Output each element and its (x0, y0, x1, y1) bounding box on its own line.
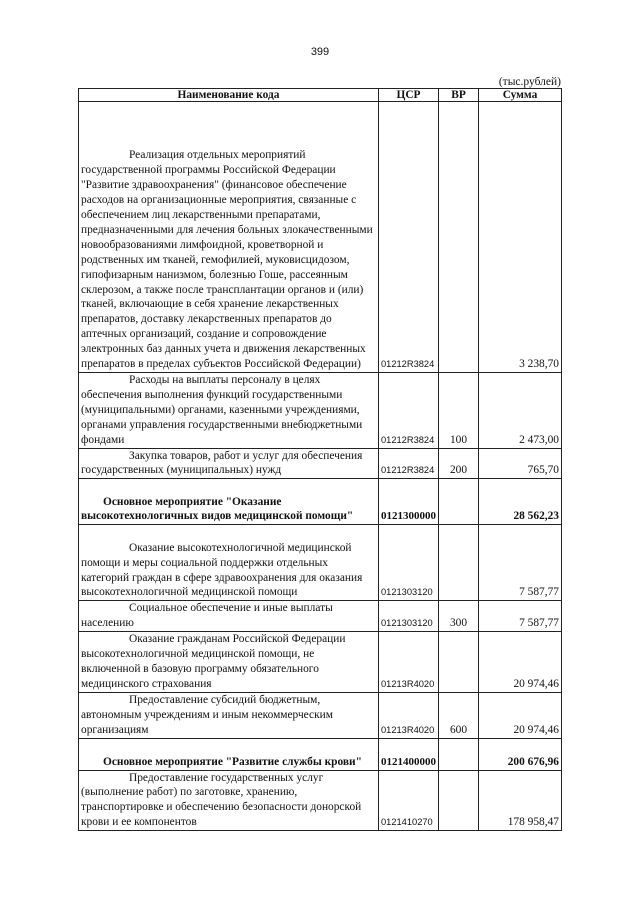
row-vr: 200 (439, 448, 479, 479)
row-sum: 3 238,70 (479, 102, 562, 373)
table-row (79, 632, 562, 693)
table-row (79, 601, 562, 632)
row-vr: 100 (439, 373, 479, 449)
row-vr (439, 738, 479, 770)
row-csr: 0121410270 (379, 770, 439, 831)
header-sum: Сумма (479, 89, 562, 102)
row-sum: 28 562,23 (479, 479, 562, 525)
table-row (79, 102, 562, 373)
row-sum: 178 958,47 (479, 770, 562, 831)
row-csr: 01212R3824 (379, 373, 439, 449)
row-name (79, 525, 379, 601)
row-sum: 765,70 (479, 448, 562, 479)
table-row (79, 692, 562, 738)
row-name (79, 601, 379, 632)
row-name (79, 102, 379, 373)
header-csr: ЦСР (379, 89, 439, 102)
header-name: Наименование кода (79, 89, 379, 102)
row-vr (439, 102, 479, 373)
row-name (79, 448, 379, 479)
row-csr: 01212R3824 (379, 448, 439, 479)
row-vr: 300 (439, 601, 479, 632)
table-header-row (79, 89, 562, 102)
header-vr: ВР (439, 89, 479, 102)
table-row (79, 738, 562, 770)
table-row (79, 373, 562, 449)
row-name-first: Закупка товаров, работ и услуг для обеспечения (129, 449, 363, 462)
budget-table (78, 88, 562, 831)
row-csr: 0121303120 (379, 601, 439, 632)
table-row (79, 448, 562, 479)
row-name-first: Расходы на выплаты персоналу в целях (129, 374, 321, 386)
row-name-rest: высокотехнологичных видов медицинской помощи" (81, 510, 354, 523)
row-sum: 20 974,46 (479, 632, 562, 693)
row-name (79, 692, 379, 738)
table-row (79, 770, 562, 831)
row-name-first: Основное мероприятие "Развитие службы крови" (103, 755, 362, 768)
row-vr (439, 632, 479, 693)
row-csr: 01212R3824 (379, 102, 439, 373)
row-sum: 200 676,96 (479, 738, 562, 770)
row-name (79, 738, 379, 770)
row-name-rest: (выполнение работ) по заготовке, хранению, транспортировке и обеспечению безопасности донорской крови и ее компонентов (81, 786, 362, 829)
row-vr: 600 (439, 692, 479, 738)
row-name-first: Оказание гражданам Российской Федерации (129, 633, 346, 646)
row-sum: 2 473,00 (479, 373, 562, 449)
row-csr: 0121303120 (379, 525, 439, 601)
row-sum: 20 974,46 (479, 692, 562, 738)
row-sum: 7 587,77 (479, 601, 562, 632)
row-name-rest: помощи и меры социальной поддержки отдельных категорий граждан в сфере здравоохранения для оказания высокотехнологичной медицинской помощи (81, 556, 363, 599)
row-name (79, 479, 379, 525)
row-name-rest: государственной программы Российской Федерации "Развитие здравоохранения" (финансовое обеспечение расходов на организационные мероприятия, связанные с обеспечением лиц лекарственными препаратами, предназначенными для лечения больных злокачественными новообразованиями лимфоидной, кроветворной и родственных им тканей, гемофилией, муковисцидозом, гипофизарным нанизмом, болезнью Гоше, рассеянным склерозом, а также после трансплантации органов и (или) тканей, включающие в себя хранение лекарственных препаратов, доставку лекарственных препаратов до аптечных организаций, создание и сопровождение электронных баз данных учета и движения лекарственных препаратов в пределах субъектов Российской Федерации) (81, 164, 373, 371)
row-csr: 0121400000 (379, 738, 439, 770)
row-name-first: Предоставление государственных услуг (129, 771, 324, 784)
row-name (79, 770, 379, 831)
row-name-first: Реализация отдельных мероприятий (129, 149, 306, 162)
row-csr: 01213R4020 (379, 692, 439, 738)
row-name-first: Оказание высокотехнологичной медицинской (129, 541, 352, 554)
row-name (79, 373, 379, 449)
row-name-first: Основное мероприятие "Оказание (103, 495, 282, 508)
table-row (79, 479, 562, 525)
row-name (79, 632, 379, 693)
page-number: 399 (310, 46, 330, 58)
row-name-rest: обеспечения выполнения функций государственными (муниципальными) органами, казенными учреждениями, органами управления государственными внебюджетными фондами (81, 388, 363, 446)
row-name-rest: высокотехнологичной медицинской помощи, не включенной в базовую программу обязательного медицинского страхования (81, 648, 319, 690)
row-vr (439, 479, 479, 525)
row-sum: 7 587,77 (479, 525, 562, 601)
row-name-rest: населению (81, 617, 134, 630)
row-csr: 0121300000 (379, 479, 439, 525)
row-vr (439, 525, 479, 601)
units-label: (тыс.рублей) (498, 76, 561, 88)
row-csr: 01213R4020 (379, 632, 439, 693)
row-name-rest: автономным учреждениям и иным некоммерческим организациям (81, 708, 333, 736)
table-row (79, 525, 562, 601)
row-name-first: Социальное обеспечение и иные выплаты (129, 602, 333, 615)
row-name-rest: государственных (муниципальных) нужд (81, 464, 282, 477)
row-vr (439, 770, 479, 831)
row-name-first: Предоставление субсидий бюджетным, (129, 693, 321, 706)
